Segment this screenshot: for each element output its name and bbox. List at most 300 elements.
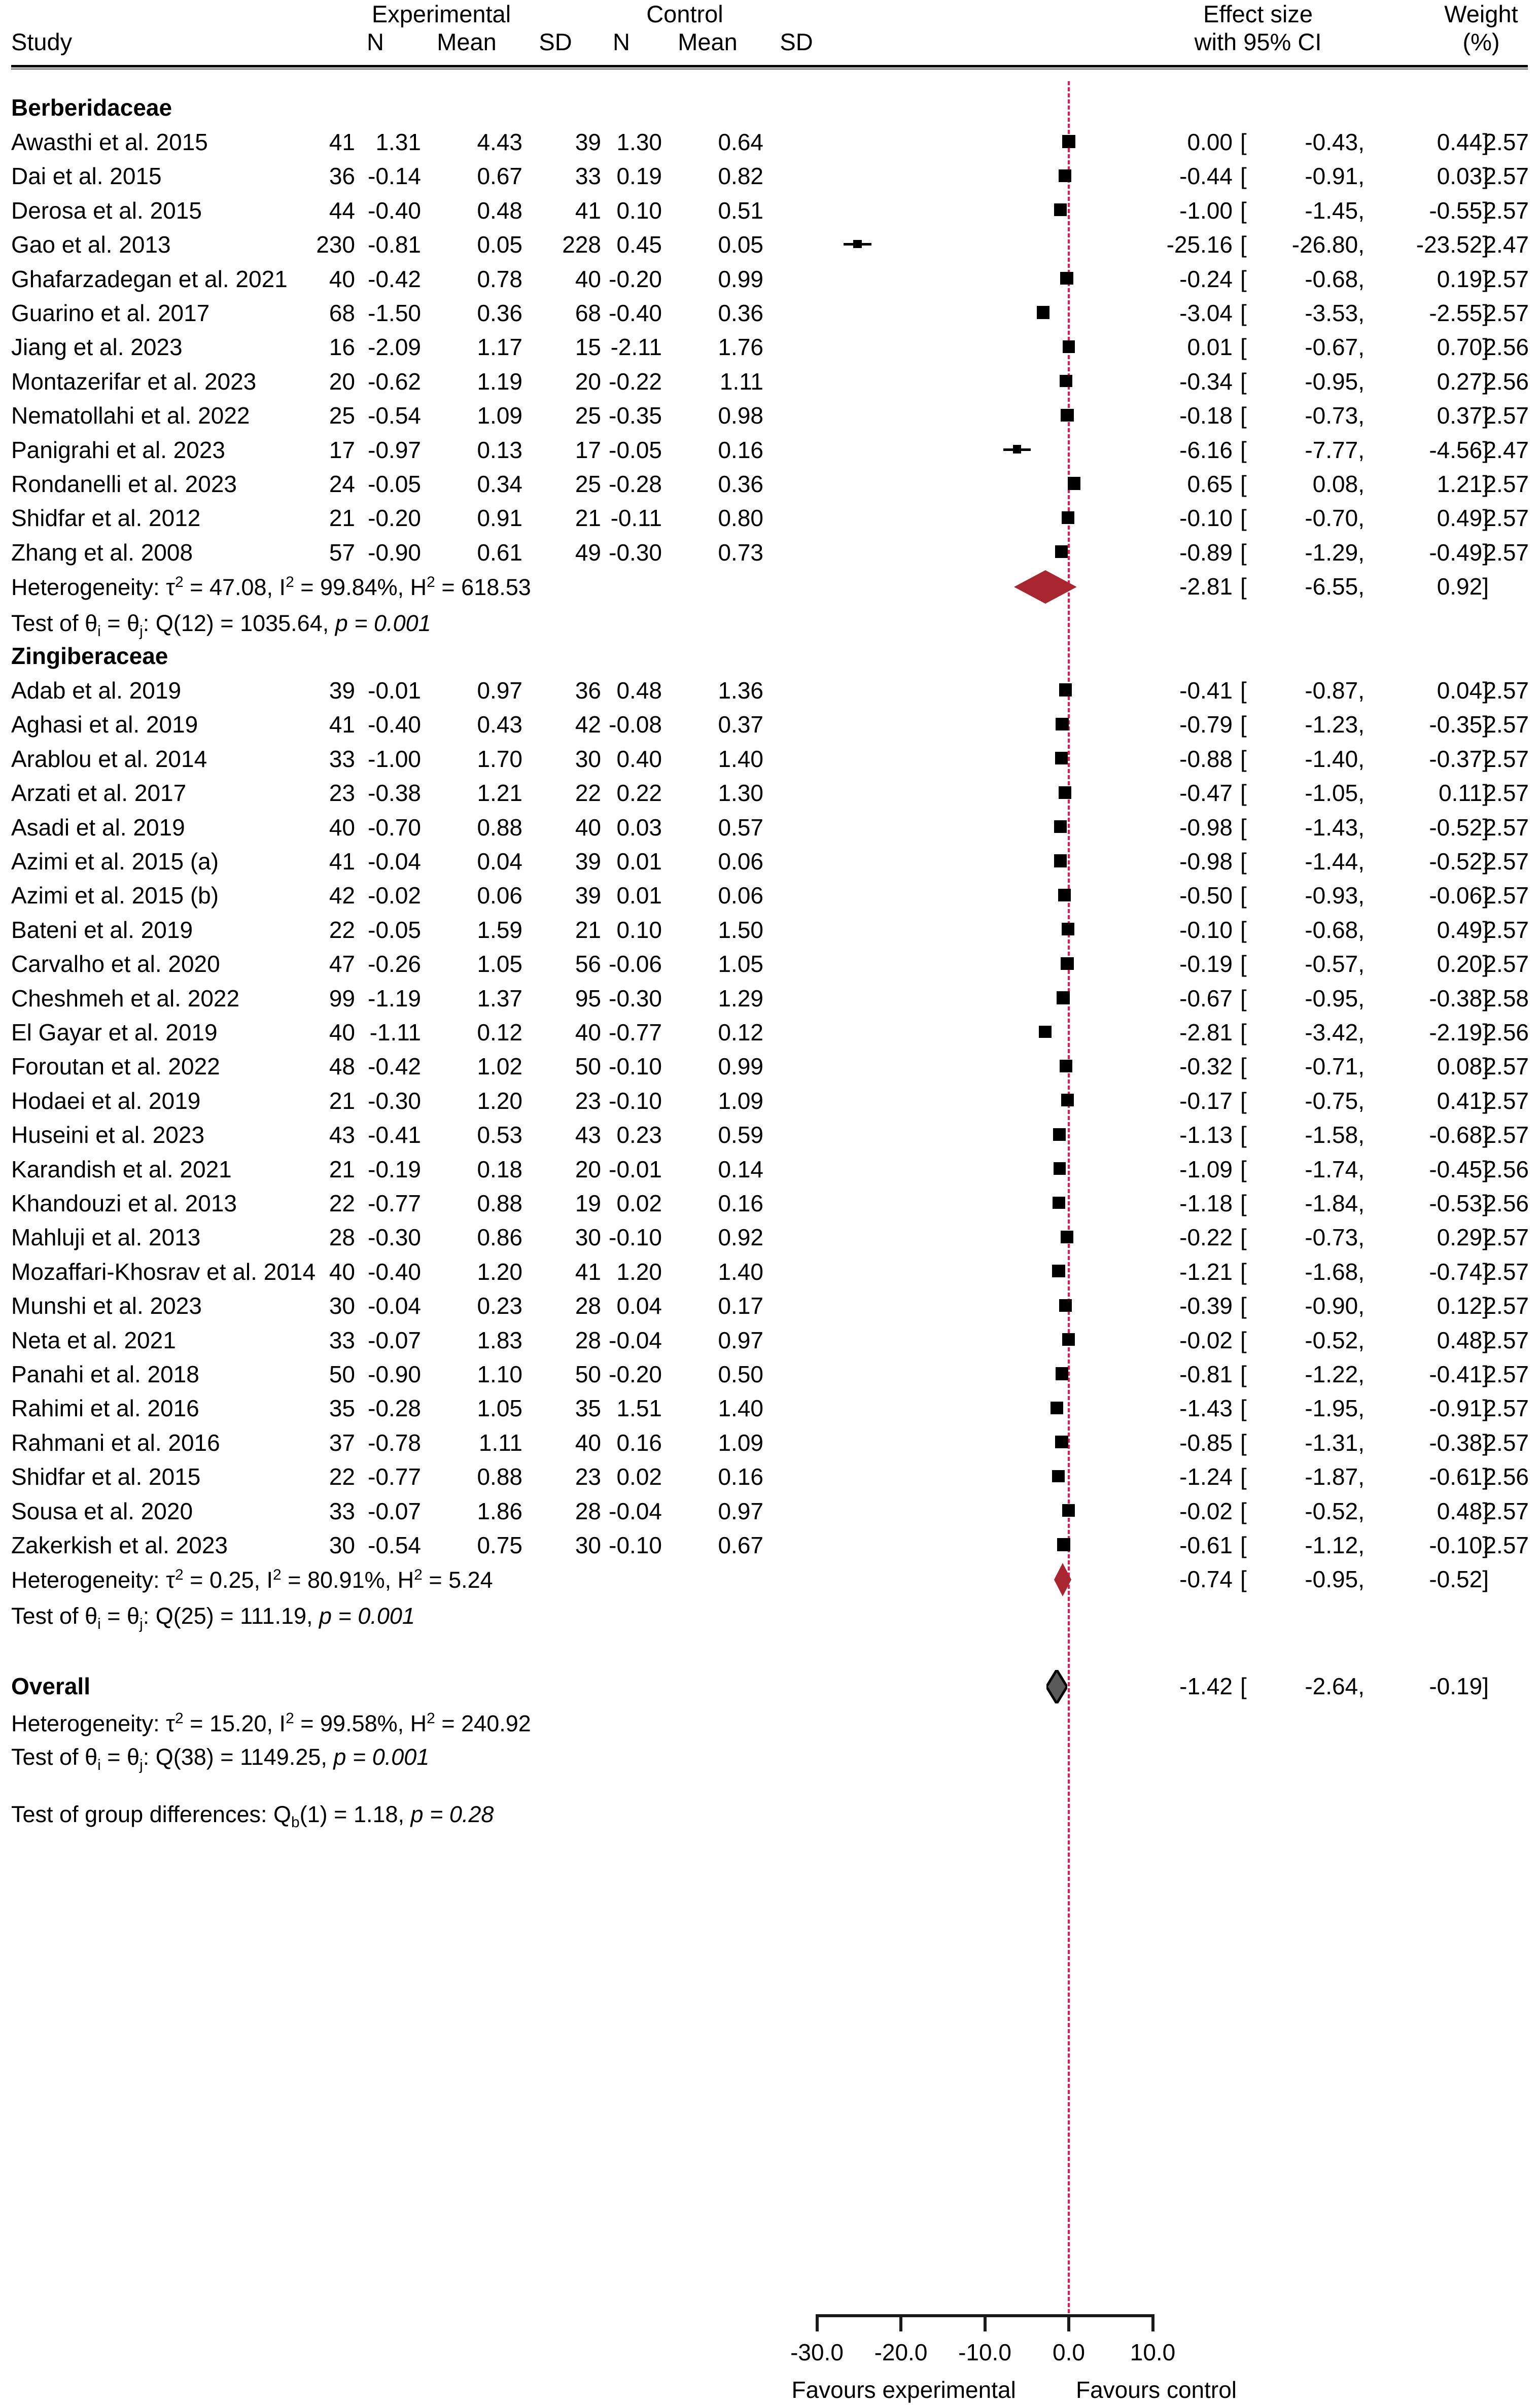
study-label: Shidfar et al. 2015 bbox=[11, 1463, 201, 1490]
ci-lower: -1.05, bbox=[1305, 780, 1364, 807]
ci-open-bracket: [ bbox=[1240, 231, 1247, 258]
ctl-n: 23 bbox=[575, 1087, 601, 1114]
ctl-mean: 0.10 bbox=[616, 916, 662, 943]
study-weight: 2.47 bbox=[1483, 436, 1529, 463]
exp-n: 68 bbox=[329, 300, 355, 326]
ctl-n: 21 bbox=[575, 505, 601, 532]
effect-size-estimate: -0.85 bbox=[1179, 1429, 1233, 1456]
study-weight: 2.57 bbox=[1483, 1532, 1529, 1558]
study-marker bbox=[1062, 1504, 1075, 1517]
ci-upper: -2.55] bbox=[1429, 300, 1489, 326]
ctl-sd: 1.40 bbox=[718, 1395, 763, 1422]
study-marker bbox=[1058, 889, 1071, 901]
ctl-sd: 1.05 bbox=[718, 951, 763, 978]
exp-sd: 1.70 bbox=[477, 745, 522, 772]
exp-n: 42 bbox=[329, 882, 355, 909]
ci-upper: -0.49] bbox=[1429, 539, 1489, 566]
exp-sd: 0.06 bbox=[477, 882, 522, 909]
ctl-sd: 0.12 bbox=[718, 1019, 763, 1045]
exp-mean: -0.05 bbox=[368, 916, 421, 943]
ctl-mean: -0.04 bbox=[609, 1497, 662, 1524]
exp-n: 16 bbox=[329, 334, 355, 361]
ctl-mean: 0.02 bbox=[616, 1463, 662, 1490]
ctl-mean: -0.04 bbox=[609, 1327, 662, 1353]
ctl-sd: 0.36 bbox=[718, 300, 763, 326]
ci-upper: -0.68] bbox=[1429, 1122, 1489, 1148]
ctl-n: 95 bbox=[575, 985, 601, 1012]
effect-size-estimate: -0.18 bbox=[1179, 402, 1233, 429]
ctl-mean: 0.03 bbox=[616, 814, 662, 841]
ctl-sd: 1.30 bbox=[718, 780, 763, 807]
study-marker bbox=[1060, 375, 1072, 387]
exp-n: 41 bbox=[329, 711, 355, 738]
subgroup-heading-zingiberaceae: Zingiberaceae bbox=[11, 643, 168, 669]
ci-lower: 0.08, bbox=[1312, 471, 1364, 497]
ctl-n: 23 bbox=[575, 1463, 601, 1490]
ctl-mean: -0.35 bbox=[609, 402, 662, 429]
exp-n: 47 bbox=[329, 951, 355, 978]
effect-size-estimate: -0.61 bbox=[1179, 1532, 1233, 1558]
ci-open-bracket: [ bbox=[1240, 711, 1247, 738]
study-marker bbox=[1052, 1265, 1065, 1277]
effect-size-estimate: -3.04 bbox=[1179, 300, 1233, 326]
effect-size-estimate: -0.10 bbox=[1179, 916, 1233, 943]
exp-mean: -0.01 bbox=[368, 677, 421, 704]
exp-mean: -1.11 bbox=[369, 1019, 421, 1045]
ci-open-bracket: [ bbox=[1240, 1497, 1247, 1524]
ctl-n: 17 bbox=[575, 436, 601, 463]
axis-tick-label: -20.0 bbox=[874, 2339, 928, 2365]
header-ctl-sd: SD bbox=[780, 28, 813, 55]
ci-open-bracket: [ bbox=[1240, 1224, 1247, 1251]
effect-size-estimate: -1.42 bbox=[1179, 1673, 1233, 1700]
study-weight: 2.57 bbox=[1483, 1293, 1529, 1319]
ci-lower: -1.31, bbox=[1305, 1429, 1364, 1456]
study-weight: 2.57 bbox=[1483, 951, 1529, 978]
exp-mean: -0.78 bbox=[368, 1429, 421, 1456]
ctl-sd: 1.40 bbox=[718, 745, 763, 772]
study-weight: 2.57 bbox=[1483, 129, 1529, 155]
ctl-sd: 1.36 bbox=[718, 677, 763, 704]
study-marker bbox=[1062, 923, 1074, 935]
header-control: Control bbox=[646, 1, 723, 27]
ctl-n: 40 bbox=[575, 265, 601, 292]
study-marker bbox=[1062, 135, 1075, 148]
effect-size-estimate: -0.47 bbox=[1179, 780, 1233, 807]
ctl-n: 30 bbox=[575, 1224, 601, 1251]
ctl-sd: 1.29 bbox=[718, 985, 763, 1012]
ctl-mean: -0.10 bbox=[609, 1224, 662, 1251]
study-weight: 2.57 bbox=[1483, 780, 1529, 807]
exp-sd: 0.88 bbox=[477, 1463, 522, 1490]
ctl-n: 41 bbox=[575, 197, 601, 224]
summary-diamond bbox=[1014, 570, 1077, 604]
exp-sd: 4.43 bbox=[477, 129, 522, 155]
exp-sd: 1.05 bbox=[477, 1395, 522, 1422]
effect-size-estimate: -0.24 bbox=[1179, 265, 1233, 292]
ctl-sd: 0.51 bbox=[718, 197, 763, 224]
ctl-mean: 1.20 bbox=[616, 1258, 662, 1285]
ci-lower: -3.42, bbox=[1305, 1019, 1364, 1045]
ctl-mean: 0.16 bbox=[616, 1429, 662, 1456]
exp-sd: 1.83 bbox=[477, 1327, 522, 1353]
exp-sd: 0.88 bbox=[477, 1190, 522, 1216]
study-marker bbox=[1061, 1094, 1074, 1106]
effect-size-estimate: -0.67 bbox=[1179, 985, 1233, 1012]
exp-n: 40 bbox=[329, 1019, 355, 1045]
study-label: Nematollahi et al. 2022 bbox=[11, 402, 250, 429]
ctl-sd: 0.92 bbox=[718, 1224, 763, 1251]
ci-open-bracket: [ bbox=[1240, 951, 1247, 978]
effect-size-estimate: -0.17 bbox=[1179, 1087, 1233, 1114]
effect-size-estimate: -0.81 bbox=[1179, 1361, 1233, 1387]
exp-sd: 0.91 bbox=[477, 505, 522, 532]
ctl-sd: 0.97 bbox=[718, 1327, 763, 1353]
header-experimental: Experimental bbox=[371, 1, 511, 27]
ctl-sd: 1.50 bbox=[718, 916, 763, 943]
exp-mean: -0.42 bbox=[368, 265, 421, 292]
study-marker bbox=[1054, 820, 1067, 833]
study-marker bbox=[1055, 545, 1068, 558]
study-label: Hodaei et al. 2019 bbox=[11, 1087, 201, 1114]
header-effect-size: Effect size bbox=[1203, 1, 1313, 27]
effect-size-estimate: -1.24 bbox=[1179, 1463, 1233, 1490]
ctl-n: 25 bbox=[575, 402, 601, 429]
effect-size-estimate: -1.13 bbox=[1179, 1122, 1233, 1148]
ci-lower: -1.40, bbox=[1305, 745, 1364, 772]
study-marker bbox=[1060, 1060, 1072, 1072]
effect-size-estimate: 0.01 bbox=[1187, 334, 1233, 361]
exp-n: 22 bbox=[329, 1190, 355, 1216]
exp-mean: -1.00 bbox=[368, 745, 421, 772]
ci-lower: -6.55, bbox=[1305, 573, 1364, 600]
ctl-sd: 0.98 bbox=[718, 402, 763, 429]
ctl-n: 28 bbox=[575, 1293, 601, 1319]
ci-upper: 0.49] bbox=[1437, 505, 1489, 532]
study-marker bbox=[1037, 306, 1049, 319]
ci-upper: 0.70] bbox=[1437, 334, 1489, 361]
ci-open-bracket: [ bbox=[1240, 916, 1247, 943]
ci-lower: -0.52, bbox=[1305, 1497, 1364, 1524]
ci-open-bracket: [ bbox=[1240, 1673, 1247, 1700]
study-marker bbox=[1054, 203, 1067, 216]
header-study: Study bbox=[11, 28, 73, 55]
effect-size-estimate: -0.22 bbox=[1179, 1224, 1233, 1251]
exp-n: 21 bbox=[329, 505, 355, 532]
study-marker bbox=[1055, 1436, 1068, 1448]
ctl-sd: 0.16 bbox=[718, 1190, 763, 1216]
exp-sd: 1.37 bbox=[477, 985, 522, 1012]
exp-sd: 0.36 bbox=[477, 300, 522, 326]
exp-mean: -0.05 bbox=[368, 471, 421, 497]
ctl-n: 21 bbox=[575, 916, 601, 943]
exp-mean: -0.40 bbox=[368, 1258, 421, 1285]
exp-mean: -0.38 bbox=[368, 780, 421, 807]
exp-sd: 1.86 bbox=[477, 1497, 522, 1524]
ci-upper: 0.03] bbox=[1437, 163, 1489, 190]
ci-open-bracket: [ bbox=[1240, 163, 1247, 190]
effect-size-estimate: -1.00 bbox=[1179, 197, 1233, 224]
ci-upper: 0.11] bbox=[1439, 780, 1489, 807]
study-marker bbox=[1057, 991, 1070, 1004]
ci-open-bracket: [ bbox=[1240, 677, 1247, 704]
axis-tick-label: 10.0 bbox=[1130, 2339, 1176, 2365]
exp-sd: 0.48 bbox=[477, 197, 522, 224]
header-weight-pct: (%) bbox=[1462, 28, 1500, 55]
ci-open-bracket: [ bbox=[1240, 1327, 1247, 1353]
ci-open-bracket: [ bbox=[1240, 1361, 1247, 1387]
ci-upper: 0.08] bbox=[1437, 1053, 1489, 1080]
ci-open-bracket: [ bbox=[1240, 745, 1247, 772]
ci-open-bracket: [ bbox=[1240, 402, 1247, 429]
ctl-n: 56 bbox=[575, 951, 601, 978]
axis-tick-label: 0.0 bbox=[1053, 2339, 1085, 2365]
effect-size-estimate: -0.74 bbox=[1179, 1566, 1233, 1593]
study-weight: 2.57 bbox=[1483, 1361, 1529, 1387]
study-label: Gao et al. 2013 bbox=[11, 231, 171, 258]
effect-size-estimate: -1.21 bbox=[1179, 1258, 1233, 1285]
header-rule-shadow bbox=[11, 68, 1528, 69]
exp-n: 230 bbox=[316, 231, 355, 258]
study-weight: 2.57 bbox=[1483, 1258, 1529, 1285]
ctl-mean: -0.01 bbox=[609, 1156, 662, 1182]
ci-upper: -0.61] bbox=[1429, 1463, 1489, 1490]
ctl-n: 33 bbox=[575, 163, 601, 190]
effect-size-estimate: 0.65 bbox=[1187, 471, 1233, 497]
ctl-sd: 0.97 bbox=[718, 1497, 763, 1524]
study-marker bbox=[1053, 1128, 1066, 1141]
study-label: Shidfar et al. 2012 bbox=[11, 505, 201, 532]
ctl-mean: -0.20 bbox=[609, 265, 662, 292]
exp-sd: 1.05 bbox=[477, 951, 522, 978]
study-weight: 2.57 bbox=[1483, 848, 1529, 875]
ci-lower: -0.95, bbox=[1305, 1566, 1364, 1593]
exp-sd: 1.09 bbox=[477, 402, 522, 429]
study-marker bbox=[1055, 752, 1068, 764]
overall-heterogeneity: Heterogeneity: $\tau^2 = 15.20$, $I^2 = 99.58\%$, $H^2 = 240.92$ bbox=[11, 1710, 531, 1736]
header-exp-sd: SD bbox=[539, 28, 572, 55]
exp-sd: 1.02 bbox=[477, 1053, 522, 1080]
ctl-n: 25 bbox=[575, 471, 601, 497]
study-weight: 2.57 bbox=[1483, 711, 1529, 738]
exp-mean: -0.02 bbox=[368, 882, 421, 909]
ci-lower: -0.43, bbox=[1305, 129, 1364, 155]
ci-upper: -0.38] bbox=[1429, 1429, 1489, 1456]
ci-lower: -2.64, bbox=[1305, 1673, 1364, 1700]
ctl-n: 19 bbox=[575, 1190, 601, 1216]
ctl-n: 20 bbox=[575, 368, 601, 395]
ci-open-bracket: [ bbox=[1240, 1087, 1247, 1114]
ci-lower: -0.93, bbox=[1305, 882, 1364, 909]
axis-tick bbox=[816, 2314, 819, 2331]
ci-lower: -0.87, bbox=[1305, 677, 1364, 704]
ci-upper: 0.12] bbox=[1437, 1293, 1489, 1319]
study-label: Aghasi et al. 2019 bbox=[11, 711, 198, 738]
header-rule bbox=[11, 65, 1528, 67]
study-marker bbox=[1061, 957, 1073, 970]
favours-experimental-label: Favours experimental bbox=[791, 2377, 1016, 2403]
study-weight: 2.58 bbox=[1483, 985, 1529, 1012]
study-weight: 2.56 bbox=[1483, 1190, 1529, 1216]
study-label: El Gayar et al. 2019 bbox=[11, 1019, 218, 1045]
ctl-mean: 1.51 bbox=[616, 1395, 662, 1422]
ctl-sd: 0.64 bbox=[718, 129, 763, 155]
study-marker bbox=[1059, 1299, 1072, 1312]
ci-open-bracket: [ bbox=[1240, 814, 1247, 841]
ctl-n: 68 bbox=[575, 300, 601, 326]
ctl-sd: 0.59 bbox=[718, 1122, 763, 1148]
header-effect-size-ci: with 95% CI bbox=[1194, 28, 1322, 55]
exp-mean: -0.77 bbox=[368, 1190, 421, 1216]
ci-lower: -0.73, bbox=[1305, 402, 1364, 429]
exp-n: 41 bbox=[329, 129, 355, 155]
study-marker bbox=[1052, 1470, 1064, 1482]
study-label: Derosa et al. 2015 bbox=[11, 197, 202, 224]
ci-lower: -26.80, bbox=[1291, 231, 1364, 258]
effect-size-estimate: -6.16 bbox=[1179, 436, 1233, 463]
effect-size-estimate: -1.09 bbox=[1179, 1156, 1233, 1182]
exp-sd: 0.13 bbox=[477, 436, 522, 463]
ctl-mean: -0.20 bbox=[609, 1361, 662, 1387]
ctl-n: 20 bbox=[575, 1156, 601, 1182]
subgroup-heading-berberidaceae: Berberidaceae bbox=[11, 94, 172, 121]
exp-n: 23 bbox=[329, 780, 355, 807]
ci-upper: 0.04] bbox=[1437, 677, 1489, 704]
ci-upper: -0.55] bbox=[1429, 197, 1489, 224]
ctl-mean: -0.30 bbox=[609, 539, 662, 566]
exp-n: 24 bbox=[329, 471, 355, 497]
ctl-mean: -0.05 bbox=[609, 436, 662, 463]
exp-mean: -0.14 bbox=[368, 163, 421, 190]
ci-open-bracket: [ bbox=[1240, 129, 1247, 155]
ci-open-bracket: [ bbox=[1240, 1258, 1247, 1285]
exp-sd: 1.10 bbox=[477, 1361, 522, 1387]
favours-control-label: Favours control bbox=[1076, 2377, 1237, 2403]
exp-n: 48 bbox=[329, 1053, 355, 1080]
study-marker bbox=[1062, 1333, 1075, 1346]
ci-lower: -1.12, bbox=[1305, 1532, 1364, 1558]
study-label: Bateni et al. 2019 bbox=[11, 916, 193, 943]
exp-n: 40 bbox=[329, 1258, 355, 1285]
exp-mean: -2.09 bbox=[368, 334, 421, 361]
subgroup-heterogeneity: Heterogeneity: $\tau^2 = 47.08$, $I^2 = 99.84\%$, $H^2 = 618.53$ bbox=[11, 574, 531, 601]
study-label: Munshi et al. 2023 bbox=[11, 1293, 202, 1319]
study-weight: 2.57 bbox=[1483, 1053, 1529, 1080]
exp-mean: -0.90 bbox=[368, 539, 421, 566]
study-label: Jiang et al. 2023 bbox=[11, 334, 183, 361]
study-label: Karandish et al. 2021 bbox=[11, 1156, 232, 1182]
ctl-mean: 0.04 bbox=[616, 1293, 662, 1319]
ctl-sd: 0.16 bbox=[718, 436, 763, 463]
ci-open-bracket: [ bbox=[1240, 1190, 1247, 1216]
ci-open-bracket: [ bbox=[1240, 505, 1247, 532]
exp-n: 35 bbox=[329, 1395, 355, 1422]
study-marker bbox=[1056, 1367, 1068, 1380]
exp-sd: 0.75 bbox=[477, 1532, 522, 1558]
effect-size-estimate: -2.81 bbox=[1179, 1019, 1233, 1045]
ctl-n: 15 bbox=[575, 334, 601, 361]
effect-size-estimate: -1.18 bbox=[1179, 1190, 1233, 1216]
study-weight: 2.57 bbox=[1483, 677, 1529, 704]
summary-diamond bbox=[1046, 1670, 1067, 1703]
ctl-mean: -0.11 bbox=[610, 505, 662, 532]
ci-open-bracket: [ bbox=[1240, 265, 1247, 292]
exp-mean: -0.28 bbox=[368, 1395, 421, 1422]
ci-open-bracket: [ bbox=[1240, 1566, 1247, 1593]
ctl-sd: 0.06 bbox=[718, 882, 763, 909]
study-label: Panigrahi et al. 2023 bbox=[11, 436, 225, 463]
exp-mean: -0.07 bbox=[368, 1497, 421, 1524]
ctl-n: 40 bbox=[575, 814, 601, 841]
exp-mean: -0.90 bbox=[368, 1361, 421, 1387]
effect-size-estimate: -0.44 bbox=[1179, 163, 1233, 190]
ci-upper: 0.92] bbox=[1437, 573, 1489, 600]
ctl-mean: 0.01 bbox=[616, 848, 662, 875]
ci-lower: -1.68, bbox=[1305, 1258, 1364, 1285]
header-ctl-n: N bbox=[613, 28, 630, 55]
exp-sd: 0.34 bbox=[477, 471, 522, 497]
ci-open-bracket: [ bbox=[1240, 1053, 1247, 1080]
ci-lower: -0.52, bbox=[1305, 1327, 1364, 1353]
study-label: Rondanelli et al. 2023 bbox=[11, 471, 237, 497]
ci-upper: 0.29] bbox=[1437, 1224, 1489, 1251]
ctl-n: 30 bbox=[575, 745, 601, 772]
header-ctl-mean: Mean bbox=[678, 28, 738, 55]
header-exp-n: N bbox=[367, 28, 384, 55]
study-marker bbox=[1051, 1402, 1063, 1414]
ctl-mean: 0.01 bbox=[616, 882, 662, 909]
ci-lower: -0.95, bbox=[1305, 368, 1364, 395]
ctl-sd: 0.67 bbox=[718, 1532, 763, 1558]
ci-lower: -1.45, bbox=[1305, 197, 1364, 224]
ci-upper: -0.53] bbox=[1429, 1190, 1489, 1216]
subgroup-homogeneity-test: Test of $\theta_i = \theta_j$: Q(25) = 111.19, p = 0.001 bbox=[11, 1602, 415, 1632]
exp-n: 57 bbox=[329, 539, 355, 566]
ctl-sd: 0.05 bbox=[718, 231, 763, 258]
study-label: Arablou et al. 2014 bbox=[11, 745, 207, 772]
exp-mean: -0.04 bbox=[368, 848, 421, 875]
study-label: Awasthi et al. 2015 bbox=[11, 129, 208, 155]
ci-upper: -23.52] bbox=[1416, 231, 1489, 258]
ci-lower: -1.58, bbox=[1305, 1122, 1364, 1148]
ctl-sd: 0.16 bbox=[718, 1463, 763, 1490]
study-weight: 2.57 bbox=[1483, 1122, 1529, 1148]
exp-n: 37 bbox=[329, 1429, 355, 1456]
ci-open-bracket: [ bbox=[1240, 1429, 1247, 1456]
ctl-sd: 1.09 bbox=[718, 1087, 763, 1114]
study-marker bbox=[1054, 854, 1067, 867]
ctl-n: 50 bbox=[575, 1361, 601, 1387]
exp-mean: -0.41 bbox=[368, 1122, 421, 1148]
ci-lower: -1.23, bbox=[1305, 711, 1364, 738]
study-label: Sousa et al. 2020 bbox=[11, 1497, 193, 1524]
ci-lower: -1.74, bbox=[1305, 1156, 1364, 1182]
ctl-sd: 0.57 bbox=[718, 814, 763, 841]
ci-open-bracket: [ bbox=[1240, 882, 1247, 909]
exp-sd: 0.43 bbox=[477, 711, 522, 738]
study-marker bbox=[1061, 1231, 1073, 1243]
study-weight: 2.57 bbox=[1483, 300, 1529, 326]
ctl-n: 28 bbox=[575, 1497, 601, 1524]
ci-open-bracket: [ bbox=[1240, 780, 1247, 807]
exp-n: 25 bbox=[329, 402, 355, 429]
ctl-sd: 1.76 bbox=[718, 334, 763, 361]
ctl-sd: 0.99 bbox=[718, 1053, 763, 1080]
exp-n: 30 bbox=[329, 1293, 355, 1319]
ctl-mean: 0.19 bbox=[616, 163, 662, 190]
exp-sd: 0.86 bbox=[477, 1224, 522, 1251]
ci-open-bracket: [ bbox=[1240, 985, 1247, 1012]
